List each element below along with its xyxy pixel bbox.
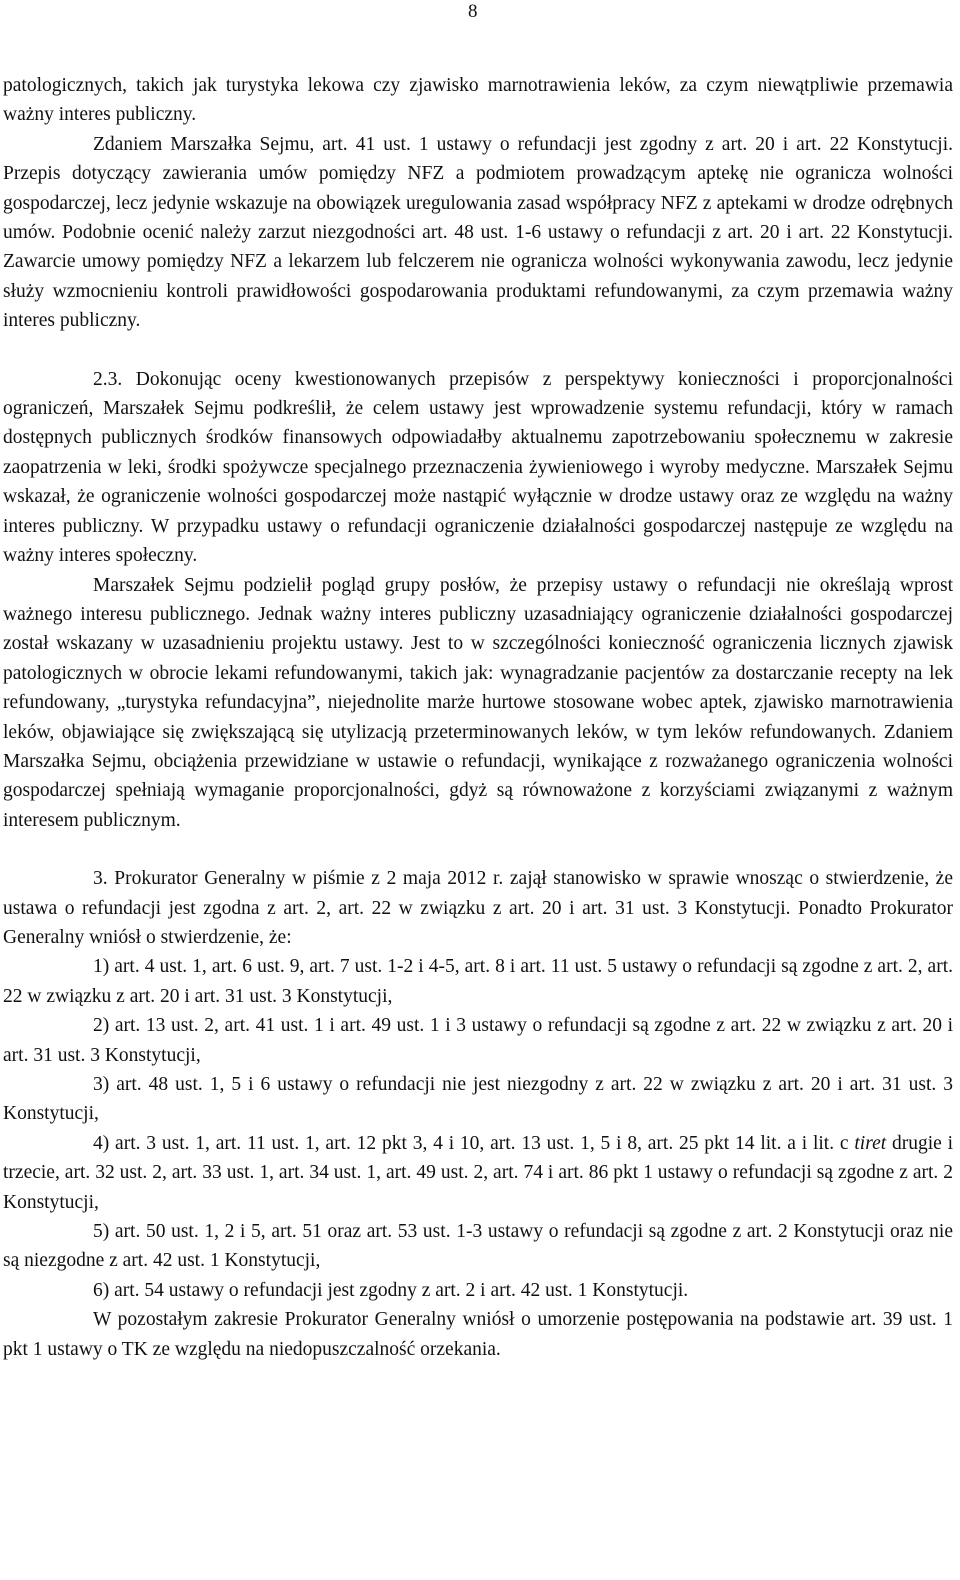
- paragraph-section-2-3: 2.3. Dokonując oceny kwestionowanych przepisów z perspektywy konieczności i proporcjonalności ograniczeń, Marszałek Sejmu podkreślił, że celem ustawy jest wprowadzenie systemu refundacji, który w ramach dostępnych publicznych środków finansowych odpowiadałby aktualnemu zapotrzebowaniu społecznemu w zakresie zaopatrzenia w leki, środki spożywcze specjalnego przeznaczenia żywieniowego i wyroby medyczne. Marszałek Sejmu wskazał, że ograniczenie wolności gospodarczej może nastąpić wyłącznie w drodze ustawy oraz ze względu na ważny interes publiczny. W przypadku ustawy o refundacji ograniczenie działalności gospodarczej następuje ze względu na ważny interes społeczny.: [3, 368, 953, 567]
- list-item-1: 1) art. 4 ust. 1, art. 6 ust. 9, art. 7 ust. 1-2 i 4-5, art. 8 i art. 11 ust. 5 ustawy o refundacji są zgodne z art. 2, art. 22 w związku z art. 20 i art. 31 ust. 3 Konstytucji,: [3, 956, 953, 1007]
- list-item-6: 6) art. 54 ustawy o refundacji jest zgodny z art. 2 i art. 42 ust. 1 Konstytucji.: [93, 1279, 689, 1301]
- document-body: [3, 71, 953, 1364]
- paragraph-section-3: 3. Prokurator Generalny w piśmie z 2 maja 2012 r. zajął stanowisko w sprawie wnosząc o stwierdzenie, że ustawa o refundacji jest zgodna z art. 2, art. 22 w związku z art. 20 i art. 31 ust. 3 Konstytucji. Ponadto Prokurator Generalny wniósł o stwierdzenie, że:: [3, 868, 953, 948]
- list-item-4: [3, 1129, 953, 1217]
- paragraph-spacer: [3, 835, 953, 864]
- list-item-3: 3) art. 48 ust. 1, 5 i 6 ustawy o refundacji nie jest niezgodny z art. 22 w związku z art. 20 i art. 31 ust. 3 Konstytucji,: [3, 1074, 953, 1125]
- paragraph-continuation: patologicznych, takich jak turystyka lekowa czy zjawisko marnotrawienia leków, za czym niewątpliwie przemawia ważny interes publiczny.: [3, 75, 953, 126]
- list-item-2: 2) art. 13 ust. 2, art. 41 ust. 1 i art. 49 ust. 1 i 3 ustawy o refundacji są zgodne z art. 22 w związku z art. 20 i art. 31 ust. 3 Konstytucji,: [3, 1015, 953, 1066]
- list-item-5: 5) art. 50 ust. 1, 2 i 5, art. 51 oraz art. 53 ust. 1-3 ustawy o refundacji są zgodne z art. 2 Konstytucji oraz nie są niezgodne z art. 42 ust. 1 Konstytucji,: [3, 1221, 953, 1272]
- paragraph-closing: W pozostałym zakresie Prokurator Generalny wniósł o umorzenie postępowania na podstawie art. 39 ust. 1 pkt 1 ustawy o TK ze względu na niedopuszczalność orzekania.: [3, 1309, 953, 1360]
- paragraph-marshal-art-41: Zdaniem Marszałka Sejmu, art. 41 ust. 1 ustawy o refundacji jest zgodny z art. 20 i art. 22 Konstytucji. Przepis dotyczący zawierania umów pomiędzy NFZ a podmiotem prowadzącym aptekę nie ogranicza wolności gospodarczej, lecz jedynie wskazuje na obowiązek uregulowania zasad współpracy NFZ z aptekami w drodze odrębnych umów. Podobnie ocenić należy zarzut niezgodności art. 48 ust. 1-6 ustawy o refundacji z art. 20 i art. 22 Konstytucji. Zawarcie umowy pomiędzy NFZ a lekarzem lub felczerem nie ogranicza wolności wykonywania zawodu, lecz jedynie służy wzmocnieniu kontroli prawidłowości gospodarowania produktami refundowanymi, za czym przemawia ważny interes publiczny.: [3, 133, 953, 332]
- paragraph-marshal-opinion: Marszałek Sejmu podzielił pogląd grupy posłów, że przepisy ustawy o refundacji nie określają wprost ważnego interesu publicznego. Jednak ważny interes publiczny uzasadniający ograniczenie działalności gospodarczej został wskazany w uzasadnieniu projektu ustawy. Jest to w szczególności konieczność ograniczenia licznych zjawisk patologicznych w obrocie lekami refundowanymi, takich jak: wynagradzanie pacjentów za dostarczanie recepty na lek refundowany, „turystyka refundacyjna”, niejednolite marże hurtowe stosowane wobec aptek, zjawisko marnotrawienia leków, objawiające się zwiększającą się utylizacją przeterminowanych leków, w tym leków refundowanych. Zdaniem Marszałka Sejmu, obciążenia przewidziane w ustawie o refundacji, wynikające z rozważanego ograniczenia wolności gospodarczej spełniają wymaganie proporcjonalności, gdyż są równoważone z korzyściami związanymi z ważnym interesem publicznym.: [3, 574, 953, 831]
- list-item-4-part-1: 4) art. 3 ust. 1, art. 11 ust. 1, art. 12 pkt 3, 4 i 10, art. 13 ust. 1, 5 i 8, art. 25 pkt 14 lit. a i lit. c: [93, 1132, 855, 1154]
- list-item-4-part-2: drugie i trzecie, art. 32 ust. 2, art. 33 ust. 1, art. 34 ust. 1, art. 49 ust. 2, art. 74 i art. 86 pkt 1 ustawy o refundacji są zgodne z art. 2 Konstytucji,: [3, 1132, 954, 1213]
- paragraph-spacer: [3, 336, 953, 365]
- list-item-4-italic: tiret: [854, 1132, 887, 1154]
- page-number: 8: [468, 1, 478, 22]
